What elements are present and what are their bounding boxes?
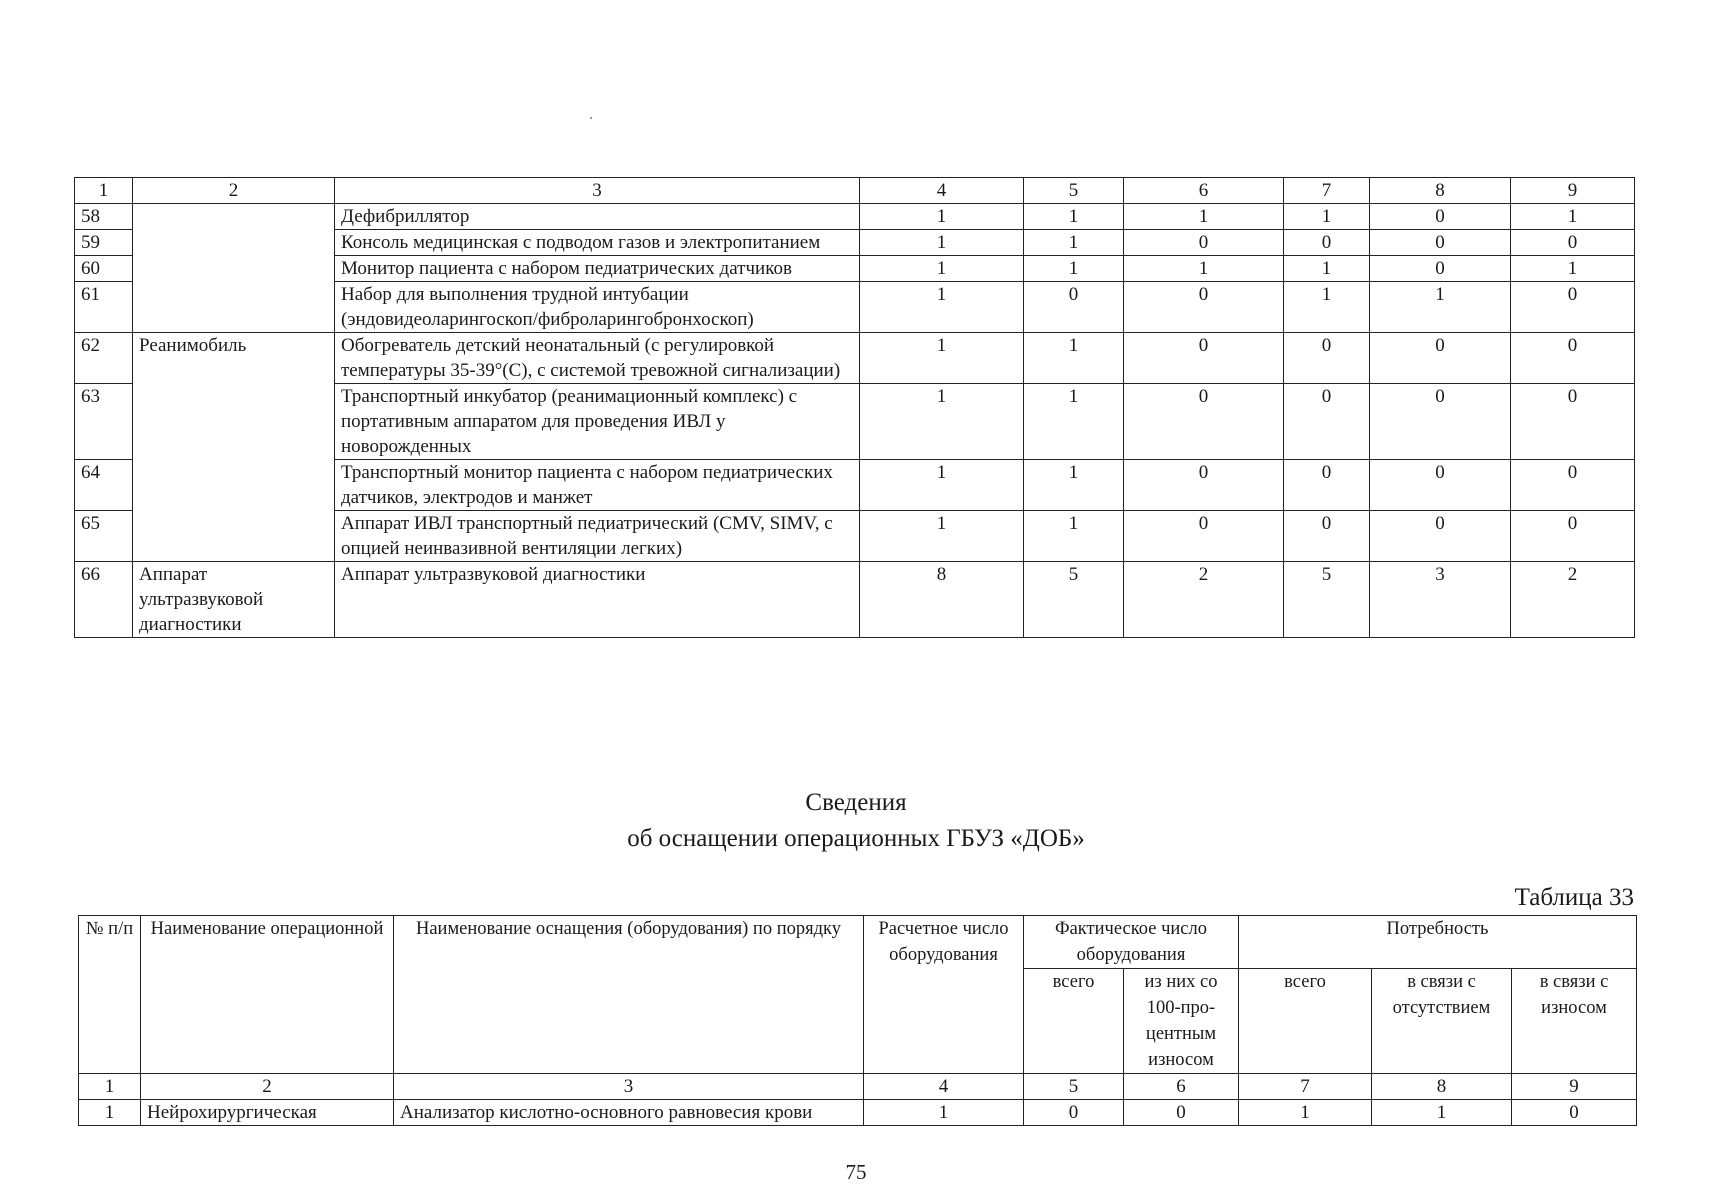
header-num: № п/п bbox=[79, 916, 141, 1074]
value-cell: 2 bbox=[1124, 562, 1284, 638]
col-num: 5 bbox=[1024, 178, 1124, 204]
value-cell: 0 bbox=[1124, 230, 1284, 256]
row-number: 65 bbox=[75, 511, 133, 562]
equipment-name: Транспортный инкубатор (реанимационный комплекс) с портативным аппаратом для проведения ИВЛ у новорожденных bbox=[335, 384, 860, 460]
value-cell: 1 bbox=[1024, 256, 1124, 282]
col-num: 6 bbox=[1124, 178, 1284, 204]
scan-speck bbox=[590, 117, 592, 119]
value-cell: 1 bbox=[1024, 384, 1124, 460]
row-number: 62 bbox=[75, 333, 133, 384]
value-cell: 0 bbox=[1024, 1100, 1124, 1126]
value-cell: 1 bbox=[1511, 204, 1635, 230]
value-cell: 0 bbox=[1284, 460, 1370, 511]
value-cell: 1 bbox=[1511, 256, 1635, 282]
value-cell: 1 bbox=[1024, 333, 1124, 384]
value-cell: 0 bbox=[1124, 1100, 1239, 1126]
row-number: 60 bbox=[75, 256, 133, 282]
header-room: Наименование операционной bbox=[141, 916, 394, 1074]
header-equipment: Наименование оснащения (оборудования) по порядку bbox=[394, 916, 864, 1074]
value-cell: 1 bbox=[860, 384, 1024, 460]
value-cell: 0 bbox=[1284, 384, 1370, 460]
value-cell: 0 bbox=[1284, 230, 1370, 256]
value-cell: 0 bbox=[1511, 333, 1635, 384]
operating-rooms-table bbox=[78, 915, 1637, 1126]
value-cell: 1 bbox=[1284, 256, 1370, 282]
section-subtitle: об оснащении операционных ГБУЗ «ДОБ» bbox=[627, 825, 1085, 852]
room-name: Нейрохирургическая bbox=[141, 1100, 394, 1126]
equipment-name: Транспортный монитор пациента с набором педиатрических датчиков, электродов и манжет bbox=[335, 460, 860, 511]
value-cell: 0 bbox=[1370, 460, 1511, 511]
row-number: 61 bbox=[75, 282, 133, 333]
table-row bbox=[75, 333, 1635, 384]
value-cell: 0 bbox=[1512, 1100, 1637, 1126]
value-cell: 0 bbox=[1370, 511, 1511, 562]
row-number: 64 bbox=[75, 460, 133, 511]
equipment-name: Аппарат ультразвуковой диагностики bbox=[335, 562, 860, 638]
value-cell: 0 bbox=[1024, 282, 1124, 333]
row-number: 59 bbox=[75, 230, 133, 256]
header-actual: Фактическое число оборудования bbox=[1024, 916, 1239, 969]
value-cell: 1 bbox=[1124, 256, 1284, 282]
col-num: 4 bbox=[864, 1074, 1024, 1100]
col-num: 6 bbox=[1124, 1074, 1239, 1100]
value-cell: 3 bbox=[1370, 562, 1511, 638]
header-need-total: всего bbox=[1239, 969, 1372, 1074]
equipment-name: Набор для выполнения трудной интубации (эндовидеоларингоскоп/фиброларингобронхоскоп) bbox=[335, 282, 860, 333]
value-cell: 0 bbox=[1511, 384, 1635, 460]
value-cell: 1 bbox=[860, 282, 1024, 333]
equipment-name: Консоль медицинская с подводом газов и электропитанием bbox=[335, 230, 860, 256]
equipment-name: Аппарат ИВЛ транспортный педиатрический (CMV, SIMV, с опцией неинвазивной вентиляции легких) bbox=[335, 511, 860, 562]
group-name: Реанимобиль bbox=[133, 333, 335, 562]
value-cell: 0 bbox=[1370, 204, 1511, 230]
value-cell: 0 bbox=[1370, 333, 1511, 384]
header-calc: Расчетное число оборудования bbox=[864, 916, 1024, 1074]
value-cell: 1 bbox=[860, 333, 1024, 384]
value-cell: 1 bbox=[1024, 511, 1124, 562]
col-num: 1 bbox=[79, 1074, 141, 1100]
col-num: 4 bbox=[860, 178, 1024, 204]
value-cell: 1 bbox=[1284, 282, 1370, 333]
row-number: 63 bbox=[75, 384, 133, 460]
table-label: Таблица 33 bbox=[1514, 884, 1634, 911]
value-cell: 1 bbox=[860, 460, 1024, 511]
col-num: 9 bbox=[1511, 178, 1635, 204]
column-number-row bbox=[75, 178, 1635, 204]
value-cell: 0 bbox=[1370, 384, 1511, 460]
value-cell: 5 bbox=[1284, 562, 1370, 638]
col-num: 8 bbox=[1372, 1074, 1512, 1100]
value-cell: 5 bbox=[1024, 562, 1124, 638]
value-cell: 0 bbox=[1124, 460, 1284, 511]
equipment-name: Дефибриллятор bbox=[335, 204, 860, 230]
table-row bbox=[75, 204, 1635, 230]
col-num: 7 bbox=[1239, 1074, 1372, 1100]
equipment-name: Анализатор кислотно-основного равновесия крови bbox=[394, 1100, 864, 1126]
value-cell: 2 bbox=[1511, 562, 1635, 638]
header-actual-total: всего bbox=[1024, 969, 1124, 1074]
group-name: Аппарат ультразвуковой диагностики bbox=[133, 562, 335, 638]
col-num: 3 bbox=[335, 178, 860, 204]
section-title: Сведения bbox=[805, 789, 907, 816]
value-cell: 1 bbox=[1370, 282, 1511, 333]
col-num: 3 bbox=[394, 1074, 864, 1100]
column-number-row bbox=[79, 1074, 1637, 1100]
col-num: 2 bbox=[141, 1074, 394, 1100]
header-need-worn: в связи с износом bbox=[1512, 969, 1637, 1074]
value-cell: 1 bbox=[1372, 1100, 1512, 1126]
value-cell: 1 bbox=[1024, 460, 1124, 511]
value-cell: 1 bbox=[860, 511, 1024, 562]
col-num: 8 bbox=[1370, 178, 1511, 204]
value-cell: 0 bbox=[1124, 282, 1284, 333]
value-cell: 0 bbox=[1511, 460, 1635, 511]
value-cell: 1 bbox=[860, 204, 1024, 230]
value-cell: 0 bbox=[1511, 511, 1635, 562]
header-need: Потребность bbox=[1239, 916, 1637, 969]
col-num: 1 bbox=[75, 178, 133, 204]
value-cell: 8 bbox=[860, 562, 1024, 638]
value-cell: 0 bbox=[1124, 384, 1284, 460]
col-num: 9 bbox=[1512, 1074, 1637, 1100]
table-row bbox=[75, 562, 1635, 638]
value-cell: 1 bbox=[864, 1100, 1024, 1126]
col-num: 7 bbox=[1284, 178, 1370, 204]
page-number: 75 bbox=[845, 1160, 867, 1184]
row-number: 66 bbox=[75, 562, 133, 638]
value-cell: 1 bbox=[1284, 204, 1370, 230]
header-actual-worn: из них со 100-про- центным износом bbox=[1124, 969, 1239, 1074]
value-cell: 0 bbox=[1370, 230, 1511, 256]
equipment-name: Обогреватель детский неонатальный (с регулировкой температуры 35-39°(С), с системой тревожной сигнализации) bbox=[335, 333, 860, 384]
value-cell: 0 bbox=[1370, 256, 1511, 282]
value-cell: 1 bbox=[1024, 204, 1124, 230]
row-number: 1 bbox=[79, 1100, 141, 1126]
value-cell: 1 bbox=[1124, 204, 1284, 230]
value-cell: 0 bbox=[1511, 230, 1635, 256]
value-cell: 0 bbox=[1284, 333, 1370, 384]
value-cell: 1 bbox=[1024, 230, 1124, 256]
col-num: 5 bbox=[1024, 1074, 1124, 1100]
equipment-table-continuation bbox=[74, 177, 1635, 638]
table-row bbox=[79, 1100, 1637, 1126]
value-cell: 0 bbox=[1511, 282, 1635, 333]
value-cell: 1 bbox=[1239, 1100, 1372, 1126]
row-number: 58 bbox=[75, 204, 133, 230]
value-cell: 1 bbox=[860, 256, 1024, 282]
value-cell: 1 bbox=[860, 230, 1024, 256]
value-cell: 0 bbox=[1124, 511, 1284, 562]
value-cell: 0 bbox=[1124, 333, 1284, 384]
col-num: 2 bbox=[133, 178, 335, 204]
group-cell bbox=[133, 204, 335, 333]
equipment-name: Монитор пациента с набором педиатрических датчиков bbox=[335, 256, 860, 282]
header-need-absent: в связи с отсутствием bbox=[1372, 969, 1512, 1074]
header-row bbox=[79, 916, 1637, 969]
value-cell: 0 bbox=[1284, 511, 1370, 562]
